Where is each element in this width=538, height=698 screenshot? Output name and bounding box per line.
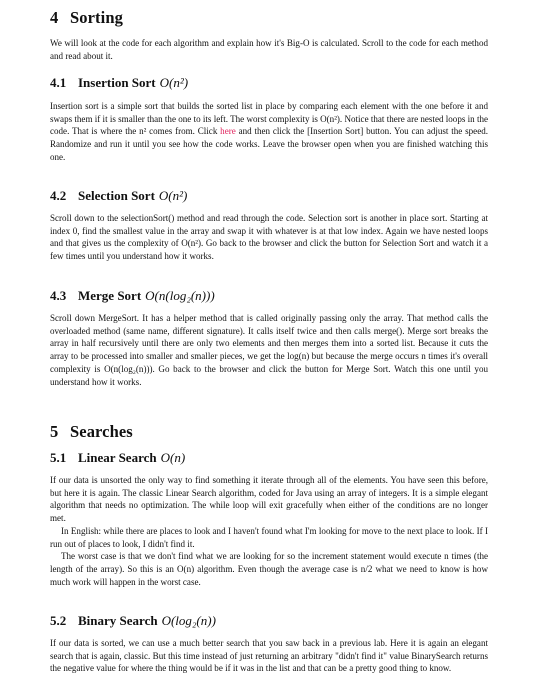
section-number: 4 xyxy=(50,8,59,27)
subsection-title: Binary Search xyxy=(78,613,158,628)
subsection-4-3-heading xyxy=(50,288,215,304)
subsection-number: 4.3 xyxy=(50,288,67,303)
complexity-math: O(log₂(n)) xyxy=(161,613,216,628)
subsection-title: Insertion Sort xyxy=(78,75,156,90)
paragraph: We will look at the code for each algorithm and explain how it's Big-O is calculated. Scroll to the code for each method and read about it. xyxy=(50,38,488,61)
here-link[interactable]: here xyxy=(220,126,236,137)
paragraph: If our data is sorted, we can use a much better search that you saw back in a previous lab. Here it is again an elegant search that is again, classic. But this time instead of just returning an arbitrary "didn't find it" value BinarySearch returns the negative value for where the thing would be if it was in the list and that can be a pretty good thing to know. xyxy=(50,638,488,674)
paragraph: The worst case is that we don't find what we are looking for so the increment statement would execute n times (the length of the array). So this is an O(n) algorithm. Even though the average case is n/2 what we need to know is how much work will happen in the worst case. xyxy=(50,551,488,587)
merge-sort-paragraph xyxy=(50,312,488,388)
subsection-number: 5.1 xyxy=(50,450,67,465)
text-run: Insertion sort is a simple sort that builds the sorted list in place by comparing each element with the one before it and swaps them if it is smaller than the one to its left. The worst complexity is O(n²). Notice that there are nested loops in the code. That is where the n² comes from. Click xyxy=(50,101,488,137)
paragraph: In English: while there are places to look and I haven't found what I'm looking for move to the next place to look. If I run out of places to look, I didn't find it. xyxy=(50,525,488,549)
insertion-sort-paragraph xyxy=(50,100,488,164)
section-title: Searches xyxy=(70,422,133,441)
subsection-number: 5.2 xyxy=(50,613,67,628)
subsection-5-2-heading xyxy=(50,613,216,629)
section-title: Sorting xyxy=(70,8,123,27)
section-5-heading xyxy=(50,422,133,442)
linear-search-paragraphs xyxy=(50,474,488,588)
complexity-math: O(n(log₂(n))) xyxy=(145,288,215,303)
subsection-4-2-heading xyxy=(50,188,187,204)
subsection-number: 4.2 xyxy=(50,188,67,203)
complexity-math: O(n²) xyxy=(158,188,188,203)
subsection-title: Merge Sort xyxy=(78,288,142,303)
selection-sort-paragraph xyxy=(50,212,488,263)
section-4-heading xyxy=(50,8,123,28)
subsection-4-1-heading xyxy=(50,75,188,91)
paragraph xyxy=(50,100,488,164)
subsection-number: 4.1 xyxy=(50,75,67,90)
complexity-math: O(n²) xyxy=(159,75,189,90)
paragraph: Scroll down to the selectionSort() method and read through the code. Selection sort is another in place sort. Starting at index 0, find the smallest value in the array and swap it with whatever is at that low index. Again we have nested loops and that gives us the complexity of O(n²). Go back to the browser and click the button for Selection Sort and watch it a few times until you understand how it works. xyxy=(50,213,488,262)
paragraph: If our data is unsorted the only way to find something it iterate through all of the elements. You have seen this before, but here it is again. The classic Linear Search algorithm, coded for Java using an array of integers. It is a simple elegant algorithm that needs no optimization. The while loop will exit gracefully when either of the conditions are no longer met. xyxy=(50,475,488,524)
binary-search-paragraph xyxy=(50,637,488,675)
subsection-title: Selection Sort xyxy=(78,188,155,203)
text-run: and then click the [Insertion Sort] button. You can adjust the speed. Randomize and run it until you see how the code works. Leave the browser open when you are finished watching this one. xyxy=(50,126,488,162)
section-number: 5 xyxy=(50,422,59,441)
subsection-title: Linear Search xyxy=(78,450,157,465)
paragraph: Scroll down MergeSort. It has a helper method that is called originally passing only the array. That method calls the overloaded method (same name, different signature). It calls itself twice and then calls merge(). Merge sort breaks the array in half recursively until there are only two elements and then merges them into a sorted list. Because it cuts the array to be processed into smaller and smaller pieces, we get the log(n) but because the merge occurs n times it's overall complexity is O(n(log₂(n))). Go back to the browser and click the button for Merge Sort. Watch this one until you understand how it works. xyxy=(50,313,488,387)
section-4-intro xyxy=(50,37,488,62)
complexity-math: O(n) xyxy=(160,450,186,465)
subsection-5-1-heading xyxy=(50,450,185,466)
